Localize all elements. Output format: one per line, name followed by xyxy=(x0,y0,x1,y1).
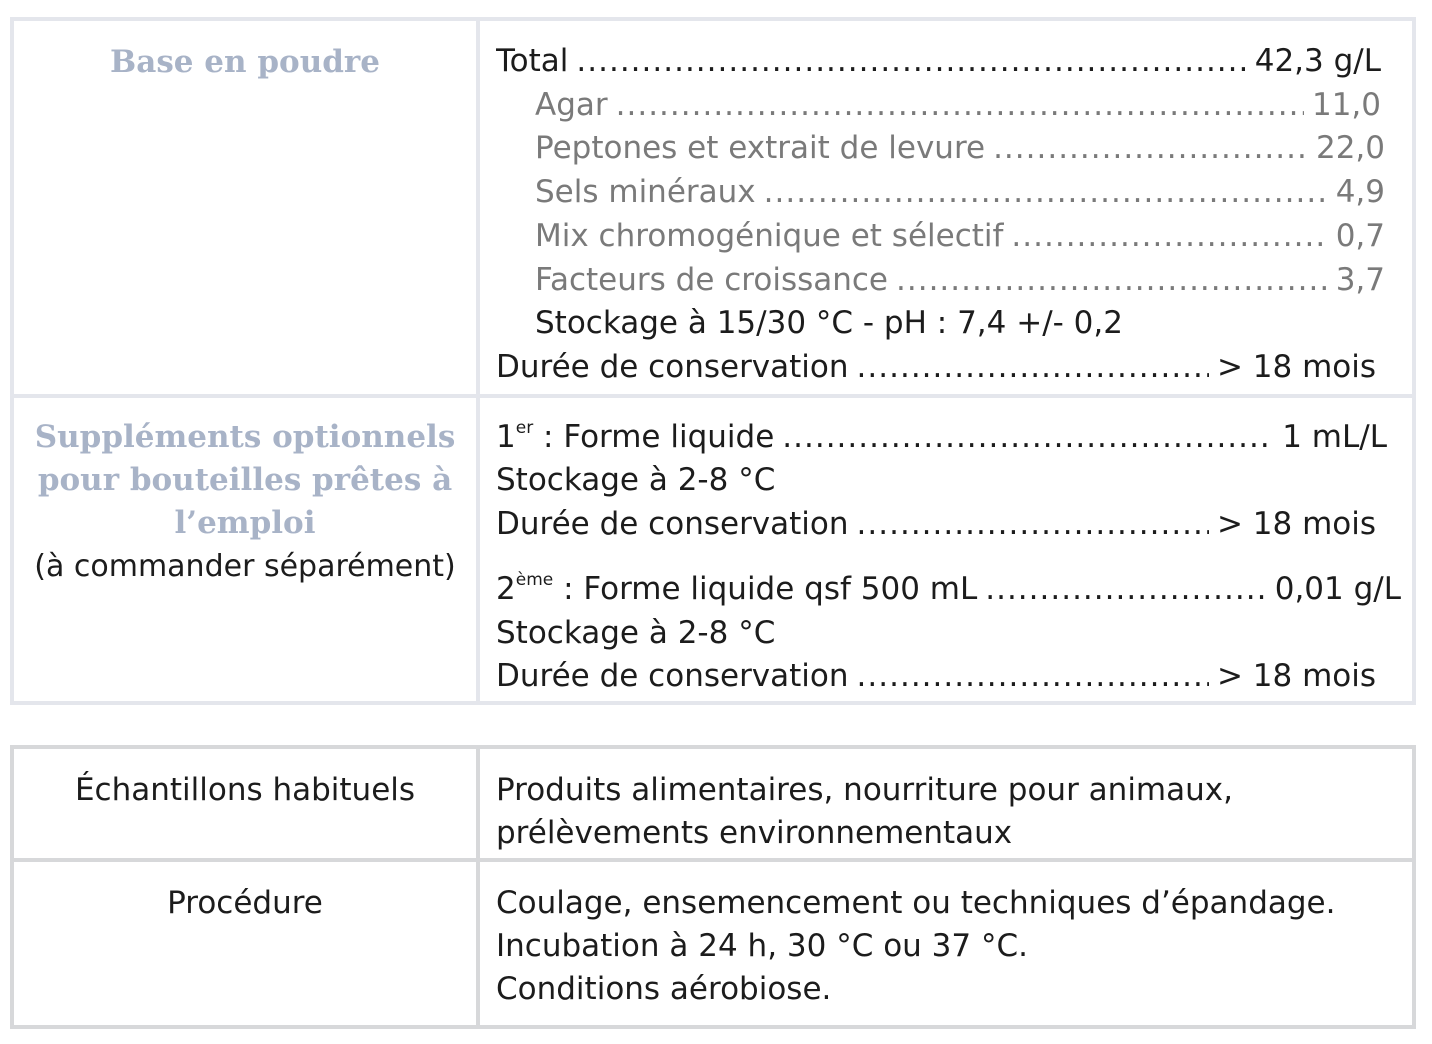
total-line xyxy=(496,40,1381,83)
supplement-second-label xyxy=(496,568,977,611)
leader-dots xyxy=(782,416,1274,459)
supplements-label-line3: l’emploi xyxy=(174,505,316,541)
supplements-label xyxy=(14,416,476,588)
shelf-life-value: > 18 mois xyxy=(1216,658,1376,694)
ordinal-suffix: ème xyxy=(515,570,554,590)
total-value: 42,3 g/L xyxy=(1254,43,1381,79)
leader-dots xyxy=(985,568,1266,611)
ingredient-label: Sels minéraux xyxy=(535,174,756,210)
leader-dots xyxy=(993,127,1308,170)
supplements-label-line1: Suppléments optionnels xyxy=(34,419,456,455)
ordinal-number: 1 xyxy=(496,419,516,455)
procedure-line1: Coulage, ensemencement ou techniques d’épandage. xyxy=(496,885,1336,921)
row-divider xyxy=(14,858,1412,862)
row-divider xyxy=(14,394,1412,398)
usage-table xyxy=(10,745,1416,1029)
ingredient-mix xyxy=(535,215,1385,258)
ingredient-facteurs xyxy=(535,259,1385,302)
ingredient-label: Peptones et extrait de levure xyxy=(535,130,986,166)
samples-label: Échantillons habituels xyxy=(74,772,416,808)
ingredient-value: 3,7 xyxy=(1335,262,1385,298)
supplement-second-line xyxy=(496,568,1401,611)
ordinal-suffix: er xyxy=(515,418,534,438)
ingredient-value: 4,9 xyxy=(1335,174,1385,210)
ingredient-value: 22,0 xyxy=(1315,130,1385,166)
samples-line1: Produits alimentaires, nourriture pour animaux, xyxy=(496,772,1233,808)
shelf-life-label: Durée de conservation xyxy=(496,658,849,694)
ingredient-peptones xyxy=(535,127,1385,170)
supplement-first-value: 1 mL/L xyxy=(1282,419,1387,455)
supplements-note: (à commander séparément) xyxy=(34,549,456,584)
shelf-life-label: Durée de conservation xyxy=(496,349,849,385)
leader-dots xyxy=(764,171,1328,214)
samples-text xyxy=(496,769,1233,855)
supplement-first-line xyxy=(496,416,1387,459)
base-storage: Stockage à 15/30 °C - pH : 7,4 +/- 0,2 xyxy=(535,305,1123,341)
supplement-first-storage: Stockage à 2-8 °C xyxy=(496,462,776,498)
samples-line2: prélèvements environnementaux xyxy=(496,815,1013,851)
supplement-first-label xyxy=(496,416,774,459)
leader-dots xyxy=(616,84,1304,127)
shelf-life-label: Durée de conservation xyxy=(496,506,849,542)
supplement-form: : Forme liquide qsf 500 mL xyxy=(553,571,978,607)
ingredient-value: 0,7 xyxy=(1335,218,1385,254)
supplement-form: : Forme liquide xyxy=(533,419,775,455)
leader-dots xyxy=(857,503,1209,546)
ordinal-number: 2 xyxy=(496,571,516,607)
procedure-line3: Conditions aérobiose. xyxy=(496,971,832,1007)
ingredient-label: Mix chromogénique et sélectif xyxy=(535,218,1004,254)
leader-dots xyxy=(857,655,1209,698)
procedure-text xyxy=(496,882,1335,1011)
ingredient-sels xyxy=(535,171,1385,214)
ingredient-agar xyxy=(535,84,1381,127)
leader-dots xyxy=(1011,215,1327,258)
procedure-label: Procédure xyxy=(167,885,323,921)
leader-dots xyxy=(576,40,1246,83)
leader-dots xyxy=(896,259,1328,302)
ingredient-label: Facteurs de croissance xyxy=(535,262,889,298)
supplements-label-line2: pour bouteilles prêtes à xyxy=(37,462,453,498)
supplement-second-storage: Stockage à 2-8 °C xyxy=(496,615,776,651)
ingredient-value: 11,0 xyxy=(1311,87,1381,123)
shelf-life-value: > 18 mois xyxy=(1216,349,1376,385)
shelf-life-value: > 18 mois xyxy=(1216,506,1376,542)
procedure-line2: Incubation à 24 h, 30 °C ou 37 °C. xyxy=(496,928,1028,964)
supplement-second-shelf xyxy=(496,655,1376,698)
leader-dots xyxy=(857,346,1209,389)
base-shelf-life xyxy=(496,346,1376,389)
column-divider xyxy=(476,21,480,701)
ingredient-label: Agar xyxy=(535,87,608,123)
total-label: Total xyxy=(496,43,569,79)
supplement-first-shelf xyxy=(496,503,1376,546)
column-divider xyxy=(476,749,480,1025)
composition-table xyxy=(10,17,1416,705)
supplement-second-value: 0,01 g/L xyxy=(1274,571,1401,607)
base-label: Base en poudre xyxy=(110,44,380,80)
